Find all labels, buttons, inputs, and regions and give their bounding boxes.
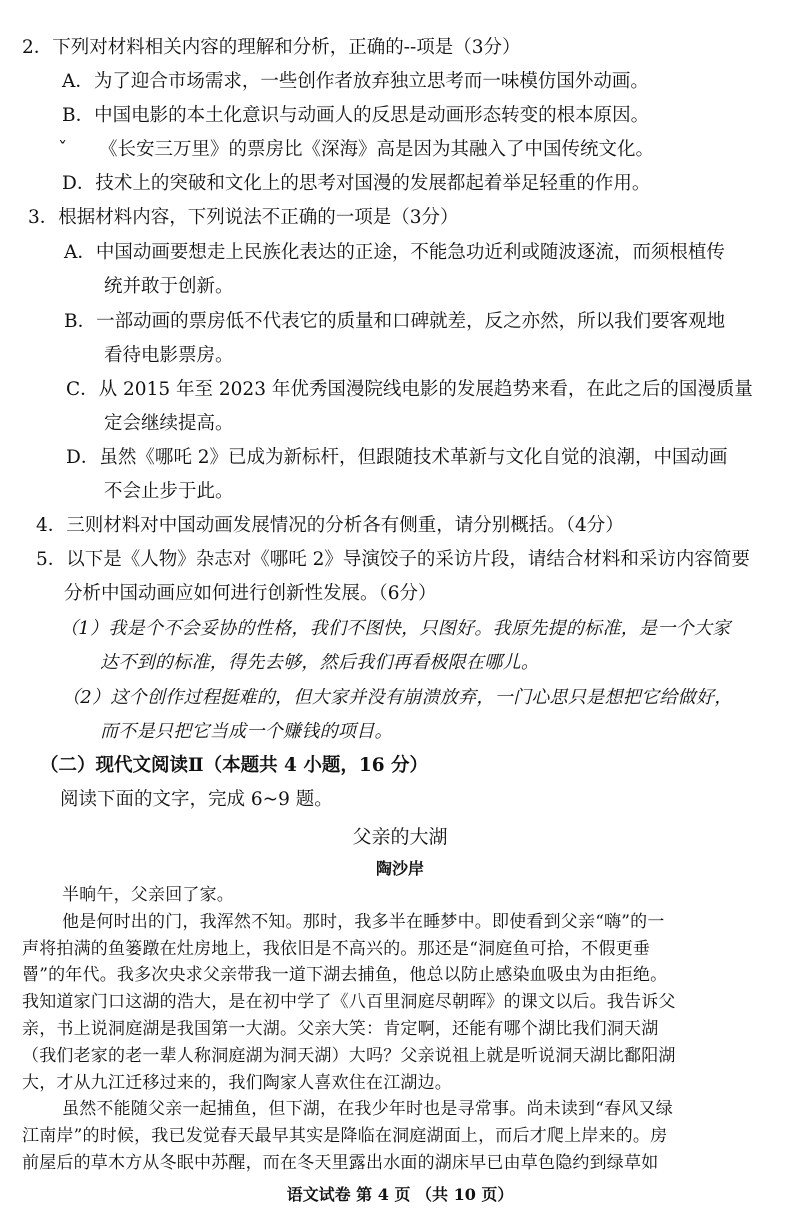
q3-option-b-line2: 看待电影票房。 <box>104 345 234 366</box>
q2-stem: 2．下列对材料相关内容的理解和分析，正确的--项是（3分） <box>22 37 521 58</box>
q2-option-d: D．技术上的突破和文化上的思考对国漫的发展都起着举足轻重的作用。 <box>62 173 651 194</box>
passage-line: 我知道家门口这湖的浩大，是在初中学了《八百里洞庭尽朝晖》的课文以后。我告诉父 <box>22 992 676 1013</box>
q2-option-c: 《长安三万里》的票房比《深海》高是因为其融入了中国传统文化。 <box>99 139 655 160</box>
q3-option-d-line2: 不会止步于此。 <box>104 481 234 502</box>
q2-option-a: A．为了迎合市场需求，一些创作者放弃独立思考而一味模仿国外动画。 <box>62 71 649 92</box>
q4-stem: 4．三则材料对中国动画发展情况的分析各有侧重，请分别概括。（4分） <box>36 515 624 536</box>
passage-line: （我们老家的老一辈人称洞庭湖为洞天湖）大吗？父亲说祖上就是听说洞天湖比鄱阳湖 <box>22 1045 676 1066</box>
section-instruction: 阅读下面的文字，完成 6~9 题。 <box>60 789 333 810</box>
interview-quote-1-line2: 达不到的标准，得先去够，然后我们再看极限在哪儿。 <box>100 652 540 673</box>
page-footer: 语文试卷 第 4 页 （共 10 页） <box>286 1185 514 1204</box>
passage-line: 罾”的年代。我多次央求父亲带我一道下湖去捕鱼，他总以防止感染血吸虫为由拒绝。 <box>22 965 668 986</box>
q3-option-b-line1: B．一部动画的票房低不代表它的质量和口碑就差，反之亦然，所以我们要客观地 <box>64 311 726 332</box>
passage-line: 亲，书上说洞庭湖是我国第一大湖。父亲大笑：肯定啊，还能有哪个湖比我们洞天湖 <box>22 1019 659 1039</box>
q3-option-d-line1: D．虽然《哪吒 2》已成为新标杆，但跟随技术革新与文化自觉的浪潮，中国动画 <box>66 447 728 468</box>
passage-line: 前屋后的草木方从冬眠中苏醒，而在冬天里露出水面的湖床早已由草色隐约到绿草如 <box>22 1153 659 1173</box>
q5-stem-line1: 5．以下是《人物》杂志对《哪吒 2》导演饺子的采访片段，请结合材料和采访内容简要 <box>36 549 750 570</box>
passage-author: 陶沙岸 <box>375 859 424 878</box>
interview-quote-2-line2: 而不是只把它当成一个赚钱的项目。 <box>100 721 393 742</box>
passage-line: 他是何时出的门，我浑然不知。那时，我多半在睡梦中。即使看到父亲“嗨”的一 <box>62 911 665 932</box>
passage-line: 声将拍满的鱼篓蹾在灶房地上，我依旧是不高兴的。那还是“洞庭鱼可拾，不假更垂 <box>22 938 651 959</box>
passage-title: 父亲的大湖 <box>352 826 448 848</box>
q3-option-c-line1: C．从 2015 年至 2023 年优秀国漫院线电影的发展趋势来看，在此之后的国漫质量 <box>66 379 753 400</box>
interview-quote-1-line1: （1）我是个不会妥协的性格，我们不图快，只图好。我原先提的标准，是一个大家 <box>60 618 731 639</box>
q3-option-a-line2: 统并敢于创新。 <box>104 276 234 297</box>
q3-stem: 3．根据材料内容，下列说法不正确的一项是（3分） <box>28 207 459 228</box>
interview-quote-2-line1: （2）这个创作过程挺难的，但大家并没有崩溃放弃，一门心思只是想把它给做好， <box>62 687 733 708</box>
q2-option-c-mark: ˇ <box>58 139 68 160</box>
passage-line: 半晌午，父亲回了家。 <box>62 885 234 905</box>
passage-line: 虽然不能随父亲一起捕鱼，但下湖，在我少年时也是寻常事。尚未读到“春风又绿 <box>62 1099 673 1120</box>
q3-option-c-line2: 定会继续提高。 <box>104 413 234 434</box>
section-heading: （二）现代文阅读Ⅱ（本题共 4 小题，16 分） <box>40 755 429 776</box>
passage-line: 大，才从九江迁移过来的，我们陶家人喜欢住在江湖边。 <box>22 1072 452 1093</box>
q3-option-a-line1: A．中国动画要想走上民族化表达的正途，不能急功近利或随波逐流，而须根植传 <box>64 242 725 263</box>
passage-line: 江南岸”的时候，我已发觉春天最早其实是降临在洞庭湖面上，而后才爬上岸来的。房 <box>22 1126 668 1147</box>
q5-stem-line2: 分析中国动画应如何进行创新性发展。（6分） <box>64 583 437 604</box>
q2-option-b: B．中国电影的本土化意识与动画人的反思是动画形态转变的根本原因。 <box>62 105 650 126</box>
